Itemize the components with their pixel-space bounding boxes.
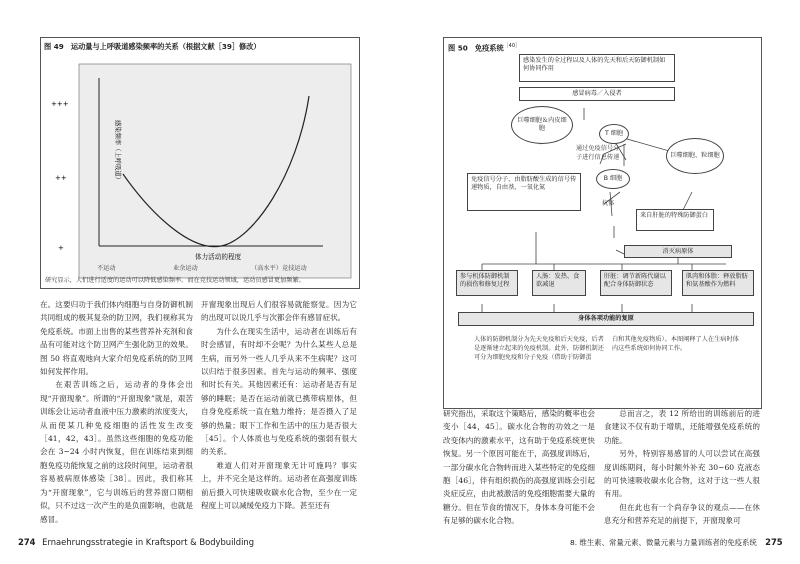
right-footer xyxy=(570,537,783,548)
paragraph: 总而言之，表 12 所给出的训练前后的进食建议不仅有助于增肌，还能增强免疫系统的功能。 xyxy=(604,409,760,445)
figure-49-chart xyxy=(41,56,359,280)
x-tick-amateur: 业余运动 xyxy=(173,265,198,272)
y-axis-label: 感染频率（上呼吸道） xyxy=(114,120,121,183)
figure-49-title: 图 49 运动量与上呼吸道感染频率的关系（根据文献［39］修改） xyxy=(44,42,261,51)
bottom-box-damage-repair: 参与机体防御机制的损伤和修复过程 xyxy=(456,270,518,296)
page-number: 274 xyxy=(18,537,36,547)
paragraph: 研究指出，采取这个策略后，感染的概率也会变小［44，45］。碳水化合物的功效之一是改变体内的激素水平，这有助于免疫系统更快恢复。另一个原因可能在于，高强度训练后，一部分碳水化合物转而进入某些特定的免疫细胞［46］，伴有组织损伤的高强度训练会引起炎症反应，由此被激活的免疫细胞需要大量的糖分。但在节食的情况下，身体本身可能不会有足够的碳水化合物。 xyxy=(443,409,595,526)
figure-50 xyxy=(443,37,762,409)
macrophage-granulocyte-ellipse: 巨噬细胞、粒细胞 xyxy=(666,138,724,174)
figure-49 xyxy=(40,37,360,289)
antibody-label: 抗体 xyxy=(602,200,615,207)
right-body-column-2 xyxy=(604,407,760,529)
page-number: 275 xyxy=(765,537,783,547)
left-footer xyxy=(18,537,254,547)
paragraph: 在。这要归功于我们体内细胞与自身防御机制共同组成的极其复杂的防卫网，我们视称其为免疫系统。市面上出售的某些营养补充剂和食品有可能对这个防卫网产生强化防卫的效果。图 50 将直观地向大家介绍免疫系统的防卫网如何发挥作用。 xyxy=(40,300,193,377)
specific-defense-box: 来自肝脏的特殊防御蛋白 xyxy=(636,209,714,231)
right-body-column-1 xyxy=(443,407,595,529)
x-tick-none: 不运动 xyxy=(97,265,116,272)
y-tick-low: + xyxy=(58,244,64,252)
pathogen-box: 感冒病毒／入侵者 xyxy=(519,87,675,101)
x-tick-competitive: （高水平）竞技运动 xyxy=(251,265,307,272)
figure-49-caption: 研究显示，人们进行适度的运动可以降低感染频率。而在竞技运动领域，运动员感冒更加频繁。 xyxy=(45,277,305,284)
chapter-title: 8. 维生素、常量元素、微量元素与力量训练者的免疫系统 xyxy=(570,538,757,547)
signal-molecule-box: 免疫信号分子，由脂肪酸生成的信号传递物质，自由基，一氧化氮 xyxy=(467,173,581,211)
eliminate-pathogen-box: 消灭病原体 xyxy=(624,245,732,258)
paragraph: 但在此也有一个尚存争议的观点——在休息充分和营养充足的前提下，开窗现象可 xyxy=(604,502,760,526)
paragraph: 为什么在现实生活中，运动者在训练后有时会感冒，有时却不会呢？为什么某些人总是生病，而另外一些人几乎从来不生病呢？这可以归结于很多因素。首先与运动的频率、强度和时长有关。其他因素还有：运动者是否有足够的睡眠；是否在运动前就已携带病原体，但自身免疫系统一直在勉力维持；是否摄入了足够的热量；眼下工作和生活中的压力是否很大［45］。个人体质也与免疫系统的强弱有很大的关系。 xyxy=(201,326,357,457)
intro-box: 感染发生的全过程以及人体的先天和后天防御机制如何协同作用 xyxy=(519,54,675,82)
t-cell-ellipse: T 细胞 xyxy=(599,124,629,144)
figure-50-title-ref: ［40］ xyxy=(503,43,521,49)
signal-text: 通过免疫信号分子进行信息传递 xyxy=(576,145,620,161)
paragraph: 另外，特别容易感冒的人可以尝试在高强度训练期间，每小时额外补充 30~60 克液态的可快速吸收碳水化合物，这对于这一些人很有用。 xyxy=(604,449,760,499)
paragraph: 在艰苦训练之后，运动者的身体会出现“开窗现象”。所谓的“开窗现象”就是，艰苦训练会让运动者血液中压力激素的浓度变大，从而使某几种免疫细胞的活性发生改变［41，42，43］。虽然这些细胞的免疫功能会在 3~24 小时内恢复，但在训练结束到细胞免疫功能恢复之前的这段时间里，运动者很容易被病原体感染［38］。因此，我们称其为“开窗现象”，它与训练后的营养窗口期相似，只不过这一次产生的是负面影响，也就是感冒。 xyxy=(40,380,193,524)
recovery-box: 身体各项功能的复原 xyxy=(458,312,754,326)
book-title: Ernaehrungsstrategie in Kraftsport & Bodybuilding xyxy=(42,537,255,547)
figure-50-caption-right: 白和其他免疫物质）。本图阐释了人在生病时体内这些系统如何协同工作。 xyxy=(612,336,739,352)
x-axis-label: 体力活动的程度 xyxy=(195,253,242,261)
paragraph: 开窗现象出现后人们很容易就能察觉。因为它的出现可以说几乎与次都会伴有感冒症状。 xyxy=(201,300,357,323)
y-tick-high: +++ xyxy=(51,100,69,108)
bottom-box-fever: 人肠：发热、食欲减退 xyxy=(532,270,586,296)
b-cell-ellipse: B 细胞 xyxy=(596,169,630,189)
figure-50-title-main: 图 50 免疫系统 xyxy=(448,43,504,53)
y-tick-mid: ++ xyxy=(55,174,67,182)
right-page xyxy=(400,0,800,564)
left-body-column-1 xyxy=(40,298,193,526)
left-body-column-2 xyxy=(201,298,357,526)
paragraph: 难道人们对开窗现象无计可施吗？事实上，并不完全是这样的。运动者在高强度训练前后摄入可快速吸收碳水化合物，至少在一定程度上可以减缓免疫力下降。甚至还有 xyxy=(201,460,357,511)
macrophage-endothelial-ellipse: 巨噬细胞＆内皮细胞 xyxy=(511,106,573,144)
figure-50-caption-left: 人体的防御机制分为先天免疫和后天免疫，后者是逐渐建立起来的免疫机制。此外，防御机制还可分为细胞免疫和分子免疫（借助于防御蛋 xyxy=(474,336,604,361)
bottom-box-muscle-fat: 肌肉和体脂：释放脂肪和氨基酸作为燃料 xyxy=(682,270,754,296)
bottom-box-liver: 肝脏：调节新陈代谢以配合身体防御状态 xyxy=(600,270,672,296)
